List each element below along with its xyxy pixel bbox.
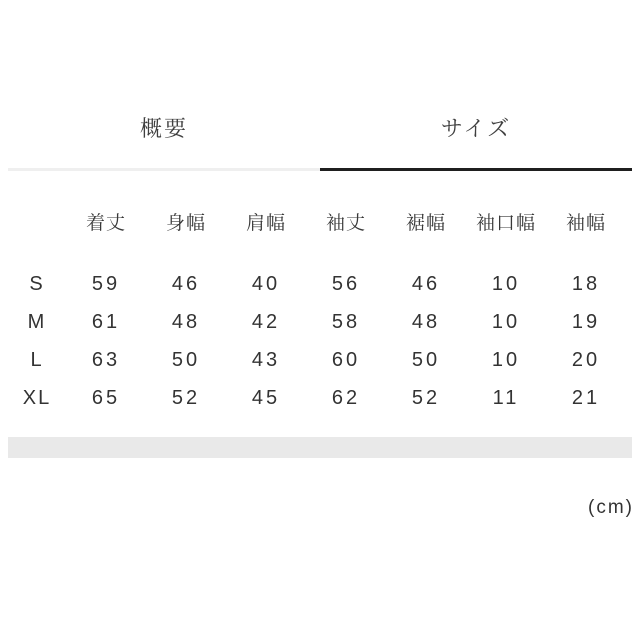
size-value: 42 bbox=[251, 311, 281, 333]
size-value: 56 bbox=[331, 273, 361, 295]
size-label: M bbox=[27, 311, 47, 333]
size-value: 46 bbox=[411, 273, 441, 295]
col-header-body-width: 身幅 bbox=[165, 213, 206, 234]
col-header-cuff-width: 袖口幅 bbox=[475, 213, 536, 234]
size-value: 63 bbox=[91, 349, 121, 371]
size-value: 59 bbox=[91, 273, 121, 295]
col-header-sleeve-length: 袖丈 bbox=[325, 213, 366, 234]
size-value: 40 bbox=[251, 273, 281, 295]
size-value: 50 bbox=[171, 349, 201, 371]
col-header-shoulder-width: 肩幅 bbox=[245, 213, 286, 234]
size-value: 48 bbox=[411, 311, 441, 333]
unit-label: (cm) bbox=[588, 497, 634, 518]
table-header-row bbox=[8, 205, 626, 265]
corner-cell bbox=[8, 205, 66, 265]
size-value: 60 bbox=[331, 349, 361, 371]
table-row-s bbox=[8, 265, 626, 303]
size-value: 21 bbox=[571, 387, 601, 409]
size-value: 62 bbox=[331, 387, 361, 409]
size-value: 10 bbox=[491, 311, 521, 333]
col-header-sleeve-width: 袖幅 bbox=[565, 213, 606, 234]
col-header-hem-width: 裾幅 bbox=[405, 213, 446, 234]
size-value: 52 bbox=[171, 387, 201, 409]
size-value: 20 bbox=[571, 349, 601, 371]
size-value: 50 bbox=[411, 349, 441, 371]
size-value: 65 bbox=[91, 387, 121, 409]
horizontal-scrollbar[interactable] bbox=[8, 437, 632, 458]
tab-overview[interactable]: 概要 bbox=[8, 100, 320, 171]
size-value: 58 bbox=[331, 311, 361, 333]
size-value: 48 bbox=[171, 311, 201, 333]
table-row-l bbox=[8, 341, 626, 379]
size-label: L bbox=[30, 349, 44, 371]
size-value: 10 bbox=[491, 273, 521, 295]
size-value: 10 bbox=[491, 349, 521, 371]
tab-size[interactable]: サイズ bbox=[320, 100, 632, 171]
size-value: 11 bbox=[492, 387, 520, 409]
size-label: XL bbox=[22, 387, 52, 409]
size-value: 52 bbox=[411, 387, 441, 409]
tab-bar bbox=[8, 100, 632, 171]
size-value: 46 bbox=[171, 273, 201, 295]
size-value: 19 bbox=[571, 311, 601, 333]
table-row-xl bbox=[8, 379, 626, 417]
size-chart-table bbox=[8, 205, 626, 417]
size-value: 18 bbox=[571, 273, 601, 295]
size-value: 61 bbox=[91, 311, 121, 333]
size-value: 43 bbox=[251, 349, 281, 371]
table-row-m bbox=[8, 303, 626, 341]
size-value: 45 bbox=[251, 387, 281, 409]
size-label: S bbox=[29, 273, 45, 295]
col-header-length: 着丈 bbox=[85, 213, 126, 234]
